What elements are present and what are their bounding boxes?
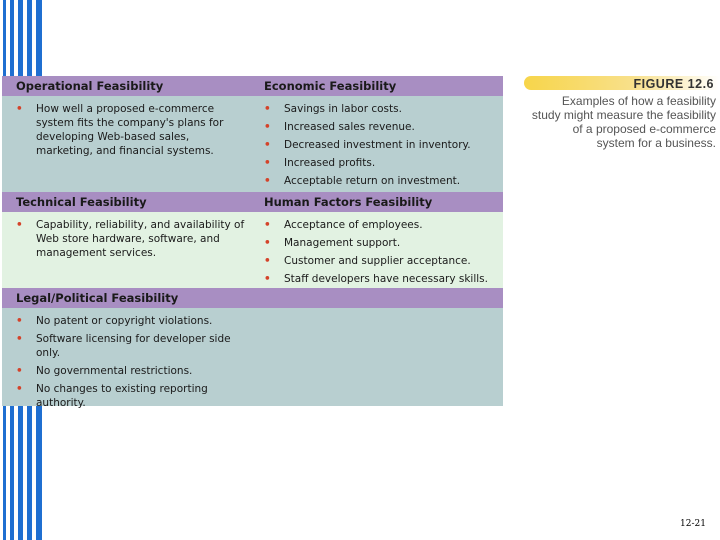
economic-item: • Acceptable return on investment. [264,174,500,188]
technical-title: Technical Feasibility [16,195,147,209]
economic-list [264,102,500,192]
technical-list [16,218,248,264]
figure-label: FIGURE 12.6 [633,77,714,91]
economic-item: • Savings in labor costs. [264,102,500,116]
caption-line: system for a business. [596,136,716,150]
row1-header [2,76,503,96]
operational-item: • How well a proposed e-commerce system fits the company's plans for developing Web-based sales, marketing, and financial systems. [16,102,248,158]
caption-line: of a proposed e-commerce [572,122,716,136]
human-factors-title: Human Factors Feasibility [264,195,433,209]
human-factors-item: • Staff developers have necessary skills. [264,272,500,286]
legal-item: • No changes to existing reporting authority. [16,382,248,410]
economic-title: Economic Feasibility [264,79,397,93]
human-factors-item: • Customer and supplier acceptance. [264,254,500,268]
economic-item: • Decreased investment in inventory. [264,138,500,152]
caption-line: Examples of how a feasibility [561,94,716,108]
human-factors-item: • Acceptance of employees. [264,218,500,232]
figure-caption [500,94,716,150]
legal-item: • Software licensing for developer side only. [16,332,248,360]
legal-list [16,314,248,414]
economic-item: • Increased sales revenue. [264,120,500,134]
row2-header [2,192,503,212]
technical-item: • Capability, reliability, and availability of Web store hardware, software, and management services. [16,218,248,260]
operational-list [16,102,248,162]
legal-title: Legal/Political Feasibility [16,291,179,305]
operational-title: Operational Feasibility [16,79,164,93]
human-factors-item: • Management support. [264,236,500,250]
human-factors-list [264,218,500,290]
legal-item: • No governmental restrictions. [16,364,248,378]
caption-line: study might measure the feasibility [531,108,716,122]
feasibility-table [2,76,503,409]
economic-item: • Increased profits. [264,156,500,170]
page-number: 12-21 [680,519,706,529]
legal-item: • No patent or copyright violations. [16,314,248,328]
row3-header [2,288,503,308]
